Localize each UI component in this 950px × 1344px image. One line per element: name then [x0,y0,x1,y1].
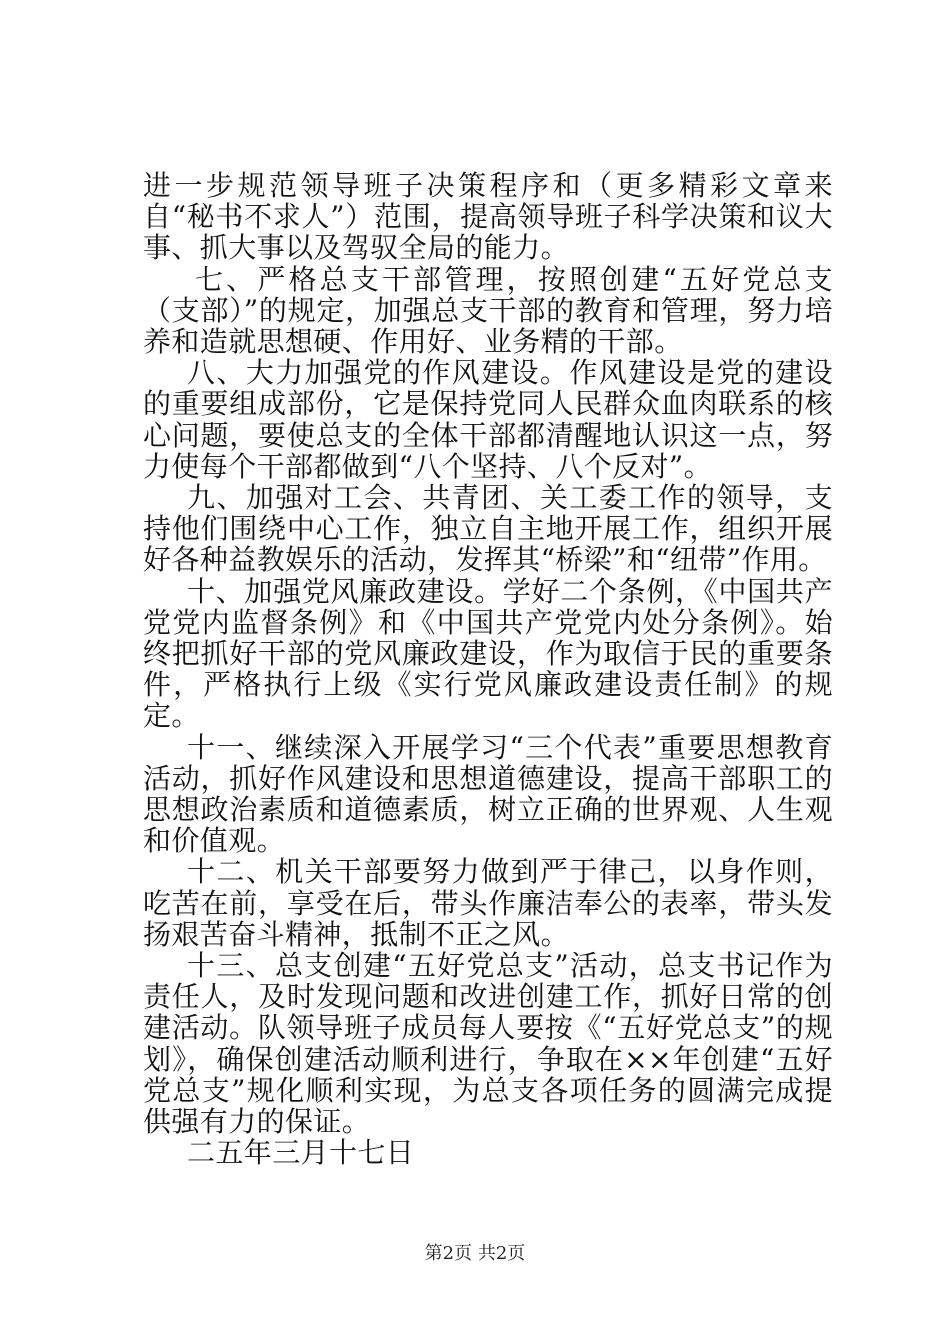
document-body [143,170,833,1169]
paragraph-item-11: 十一、继续深入开展学习“三个代表”重要思想教育活动，抓好作风建设和思想道德建设，提高干部职工的思想政治素质和道德素质，树立正确的世界观、人生观和价值观。 [143,730,833,858]
paragraph-item-8: 八、大力加强党的作风建设。作风建设是党的建设的重要组成部份，它是保持党同人民群众血肉联系的核心问题，要使总支的全体干部都清醒地认识这一点，努力使每个干部都做到“八个坚持、八个反对”。 [143,356,833,483]
paragraph-continuation: 进一步规范领导班子决策程序和（更多精彩文章来自“秘书不求人”）范围，提高领导班子科学决策和议大事、抓大事以及驾驭全局的能力。 [143,169,833,265]
document-date: 二五年三月十七日 [187,1136,415,1170]
page-number-footer: 第2页 共2页 [424,1243,526,1264]
paragraph-item-13: 十三、总支创建“五好党总支”活动，总支书记作为责任人，及时发现问题和改进创建工作，抓好日常的创建活动。队领导班子成员每人要按《“五好党总支”的规划》，确保创建活动顺利进行，争取在××年创建“五好党总支”规化顺利实现，为总支各项任务的圆满完成提供强有力的保证。 [143,949,833,1139]
paragraph-item-9: 九、加强对工会、共青团、关工委工作的领导，支持他们围绕中心工作，独立自主地开展工作，组织开展好各种益教娱乐的活动，发挥其“桥梁”和“纽带”作用。 [143,481,833,577]
paragraph-item-10: 十、加强党风廉政建设。学好二个条例，《中国共产党党内监督条例》和《中国共产党党内处分条例》。始终把抓好干部的党风廉政建设，作为取信于民的重要条件，严格执行上级《实行党风廉政建设责任制》的规定。 [143,574,833,733]
paragraph-item-12: 十二、机关干部要努力做到严于律己，以身作则，吃苦在前，享受在后，带头作廉洁奉公的表率，带头发扬艰苦奋斗精神，抵制不正之风。 [143,855,833,951]
paragraph-item-7: 七、严格总支干部管理，按照创建“五好党总支（支部）”的规定，加强总支干部的教育和管理，努力培养和造就思想硬、作用好、业务精的干部。 [143,262,833,359]
